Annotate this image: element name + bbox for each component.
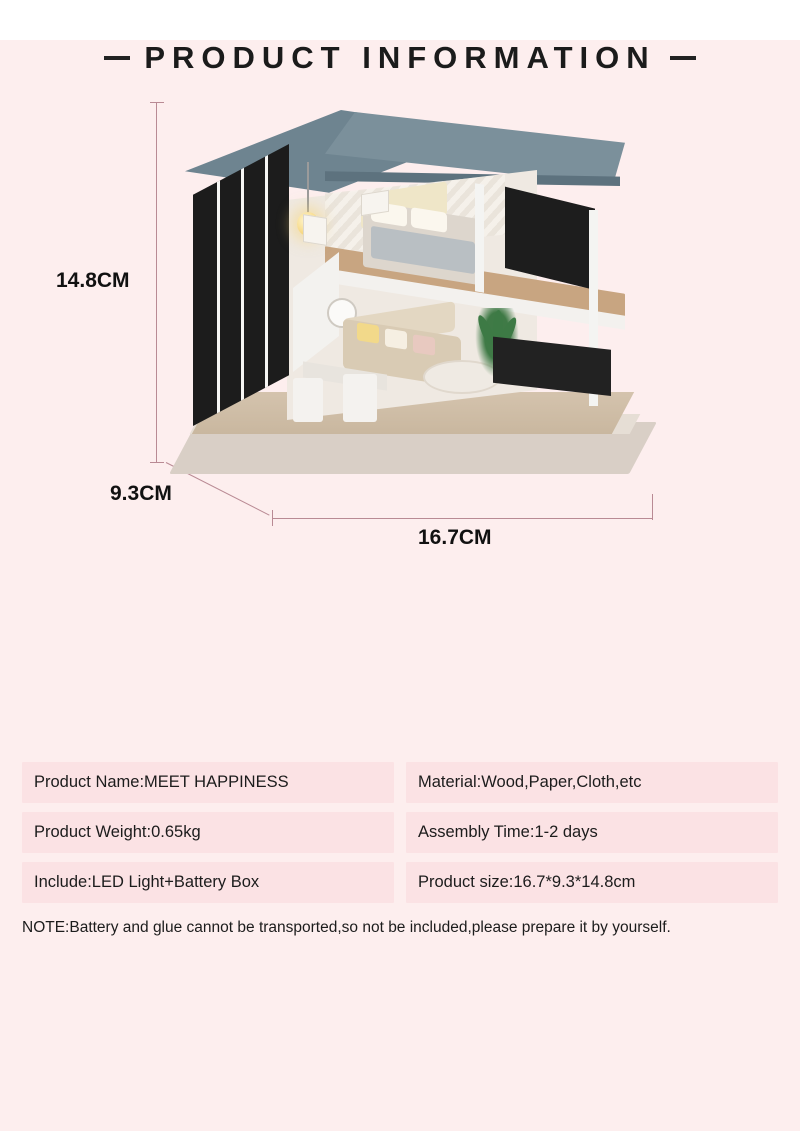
width-guide-tick-left — [272, 510, 273, 526]
page-title-row — [0, 40, 800, 76]
spec-product-weight: Product Weight:0.65kg — [22, 812, 394, 853]
sofa-cushion — [385, 328, 407, 349]
chair — [343, 374, 377, 422]
window-wall-glass — [193, 144, 289, 426]
spec-product-name: Product Name:MEET HAPPINESS — [22, 762, 394, 803]
window-mullion — [265, 144, 268, 426]
spec-assembly-time: Assembly Time:1-2 days — [406, 812, 778, 853]
product-illustration — [0, 86, 800, 549]
dimension-width-label: 16.7CM — [418, 526, 492, 549]
title-dash-left — [104, 56, 130, 60]
title-dash-right — [670, 56, 696, 60]
specification-grid — [22, 762, 778, 903]
wall-picture-frame — [361, 190, 389, 216]
pendant-lamp-cord — [307, 162, 309, 216]
dimension-height-label: 14.8CM — [56, 269, 130, 292]
window-mullion — [241, 144, 244, 426]
spec-material: Material:Wood,Paper,Cloth,etc — [406, 762, 778, 803]
product-information-page — [0, 40, 800, 1131]
height-guide-tick-bottom — [150, 462, 164, 463]
sofa-cushion — [413, 334, 435, 355]
width-guide-line — [272, 518, 652, 519]
page-title: PRODUCT INFORMATION — [144, 40, 656, 75]
height-guide-tick-top — [150, 102, 164, 103]
specification-section — [22, 762, 778, 937]
height-guide-line — [156, 102, 157, 462]
chair — [293, 378, 323, 422]
spec-include: Include:LED Light+Battery Box — [22, 862, 394, 903]
wall-picture-frame — [303, 214, 327, 246]
window-mullion — [217, 144, 220, 426]
dimension-depth-label: 9.3CM — [110, 482, 172, 505]
sofa-cushion — [357, 322, 379, 343]
support-post — [475, 183, 484, 292]
dollhouse-model-image — [175, 92, 655, 512]
spec-product-size: Product size:16.7*9.3*14.8cm — [406, 862, 778, 903]
note-text: NOTE:Battery and glue cannot be transported,so not be included,please prepare it by yourself. — [22, 919, 671, 936]
